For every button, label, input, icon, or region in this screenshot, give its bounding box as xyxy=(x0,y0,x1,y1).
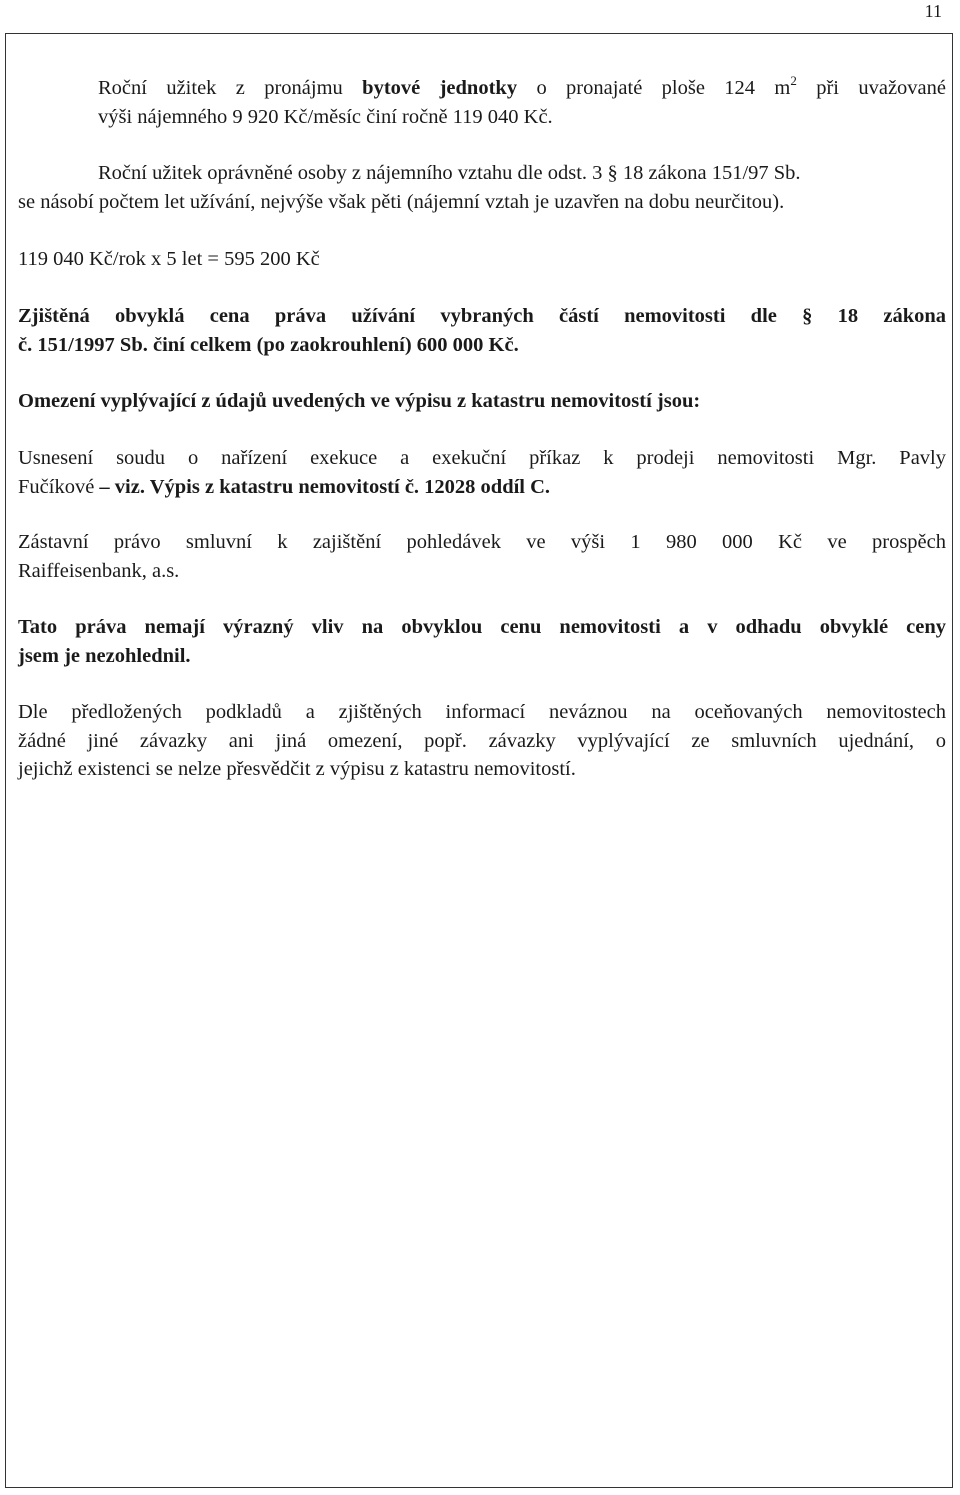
no-obligations-line-3: jejichž existenci se nelze přesvědčit z výpisu z katastru nemovitostí. xyxy=(18,758,576,780)
lien-line-1: Zástavní právo smluvní k zajištění pohledávek ve výši 1 980 000 Kč ve prospěch xyxy=(18,531,946,553)
rental-yield-line-1: Roční užitek z pronájmu bytové jednotky o pronajaté ploše 124 $m^2$ při uvažované xyxy=(98,73,946,99)
court-order-line-2: Fučíkové – viz. Výpis z katastru nemovitostí č. 12028 oddíl C. xyxy=(18,475,551,498)
calculation-line: 119 040 Kč/rok x 5 let = 595 200 Kč xyxy=(18,248,320,270)
result-line-2: č. 151/1997 Sb. činí celkem (po zaokrouhlení) 600 000 Kč. xyxy=(18,333,519,356)
restrictions-heading: Omezení vyplývající z údajů uvedených ve výpisu z katastru nemovitostí jsou: xyxy=(18,390,701,412)
paragraph-court-order xyxy=(18,444,946,501)
rental-yield-line-2: výši nájemného 9 920 Kč/měsíc činí ročně 119 040 Kč. xyxy=(98,105,553,128)
no-obligations-line-2: žádné jiné závazky ani jiná omezení, popř. závazky vyplývající ze smluvních ujednání, o xyxy=(18,729,946,752)
page-number: 11 xyxy=(924,1,942,21)
paragraph-conclusion xyxy=(18,613,946,670)
result-line-1: Zjištěná obvyklá cena práva užívání vybraných částí nemovitosti dle § 18 zákona xyxy=(18,305,946,327)
conclusion-line-2: jsem je nezohlednil. xyxy=(18,644,191,667)
conclusion-line-1: Tato práva nemají výrazný vliv na obvyklou cenu nemovitosti a v odhadu obvyklé ceny xyxy=(18,616,946,638)
paragraph-lien xyxy=(18,528,946,585)
paragraph-entitled-yield xyxy=(18,159,946,216)
paragraph-rental-yield xyxy=(98,74,946,131)
no-obligations-line-1: Dle předložených podkladů a zjištěných informací neváznou na oceňovaných nemovitostech xyxy=(18,701,946,723)
entitled-yield-line-2: se násobí počtem let užívání, nejvýše však pěti (nájemní vztah je uzavřen na dobu neurčitou). xyxy=(18,190,785,213)
paragraph-no-obligations xyxy=(18,698,946,784)
entitled-yield-line-1: Roční užitek oprávněné osoby z nájemního vztahu dle odst. 3 § 18 zákona 151/97 Sb. xyxy=(98,162,801,184)
lien-line-2: Raiffeisenbank, a.s. xyxy=(18,559,180,582)
court-order-line-1: Usnesení soudu o nařízení exekuce a exekuční příkaz k prodeji nemovitosti Mgr. Pavly xyxy=(18,447,946,469)
paragraph-result xyxy=(18,302,946,359)
